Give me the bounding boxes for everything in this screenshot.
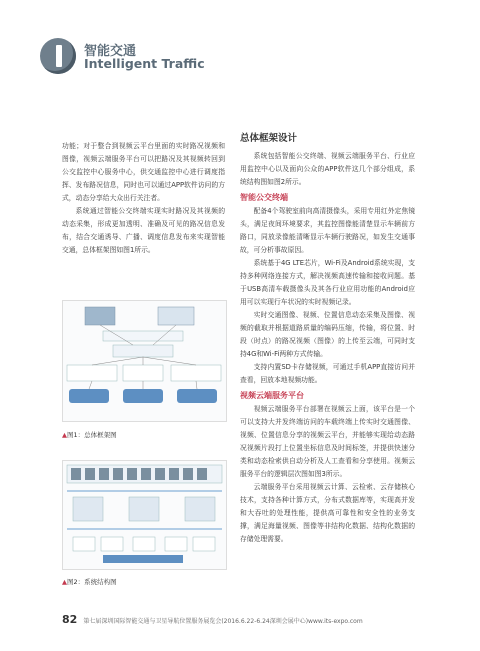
brand-title-cn: 智能交通 <box>84 44 137 59</box>
brand-title-en: Intelligent Traffic <box>84 56 205 71</box>
figure-2-system-diagram <box>62 460 227 570</box>
paragraph: 配备4个驾驶室前向高清摄像头，采用专用红外定焦镜头，满足夜间环境要求，其监控图像能清楚显示车辆前方路口，同放录像能清晰显示车辆行驶路况，如发生交通事故，可分析事故原因。 <box>240 207 415 254</box>
brand-logo-icon <box>40 38 76 74</box>
architecture-diagram <box>63 301 226 421</box>
paragraph: 实时交通图像、视频、位置信息动态采集及图像、视频的截取并根据道路质量的编码压缩，传输，将位置、时段（时点）的路况视频（图像）的上传至云端，可同时支持4G和Wi-Fi两种方式传输。 <box>240 311 415 358</box>
left-column <box>62 140 225 257</box>
triangle-icon: ▲ <box>62 578 67 586</box>
figure-1-caption: ▲图1：总体框架图 <box>62 431 117 439</box>
footer-text: 第七届深圳国际智能交通与卫星导航位置服务展览会(2016.6.22-6.24深圳会展中心)www.its-expo.com <box>83 618 363 625</box>
triangle-icon: ▲ <box>62 431 67 439</box>
figure-2-caption: ▲图2：系统结构图 <box>62 578 117 586</box>
page-number: 82 <box>62 613 78 626</box>
paragraph: 视频云端服务平台部署在视频云上面，该平台是一个可以支持大并发终端访问的车载终端上传实时交通图像、视频、位置信息分享的视频云平台，并能够实现给动态路况视频片段打上位置坐标信息及时间标签，并提供快速分类和动态检索供自动分析及人工查看和分享使用。视频云服务平台的逻辑层次图如图3所示。 <box>240 405 415 478</box>
section-heading: 总体框架设计 <box>240 133 298 144</box>
page-footer <box>62 613 363 626</box>
paragraph: 系统通过智能公交终端实现实时路况及其视频的动态采集，形成更加透明、准确及可见的路况信息发布，结合交通诱导、广播、调度信息发布来实现智能交通，总体框架图如图1所示。 <box>62 207 225 254</box>
subsection-heading: 智能公交终端 <box>240 193 288 202</box>
system-structure-diagram <box>63 461 226 569</box>
subsection-heading: 视频云端服务平台 <box>240 391 304 400</box>
paragraph: 系统包括智能公交终端、视频云端服务平台、行业应用监控中心以及面向公众的APP软件这几个部分组成，系统结构图如图2所示。 <box>240 152 415 186</box>
paragraph: 功能；对于整合到视频云平台里面的实时路况视频和图像，视频云端服务平台可以把路况及其视频转回到公交监控中心服务中心，供交通监控中心进行调度指挥、发布路况信息，同时也可以通过APP软件访问的方式，动态分享给大众出行关注者。 <box>62 142 225 202</box>
figure-1-architecture-diagram <box>62 300 227 422</box>
paragraph: 云端服务平台采用视频云计算、云检索、云存储核心技术，支持各种计算方式，分布式数据库等，实现高并发和大吞吐的处理性能，提供高可靠性和安全性的业务支撑，满足海量视频、图像等非结构化数据、结构化数据的存储处理需要。 <box>240 483 415 543</box>
right-column <box>240 132 415 546</box>
paragraph: 系统基于4G LTE芯片，Wi-Fi及Android系统实现，支持多种网络连接方式，解决视频高速传输和接收问题。基于USB高清车载摄像头及其各行业应用功能的Android应用可以实现行车状况的实时视频记录。 <box>240 259 415 306</box>
paragraph: 支持内置SD卡存储视频，可通过手机APP直接访问并查看，回放本地视频功能。 <box>240 363 415 384</box>
